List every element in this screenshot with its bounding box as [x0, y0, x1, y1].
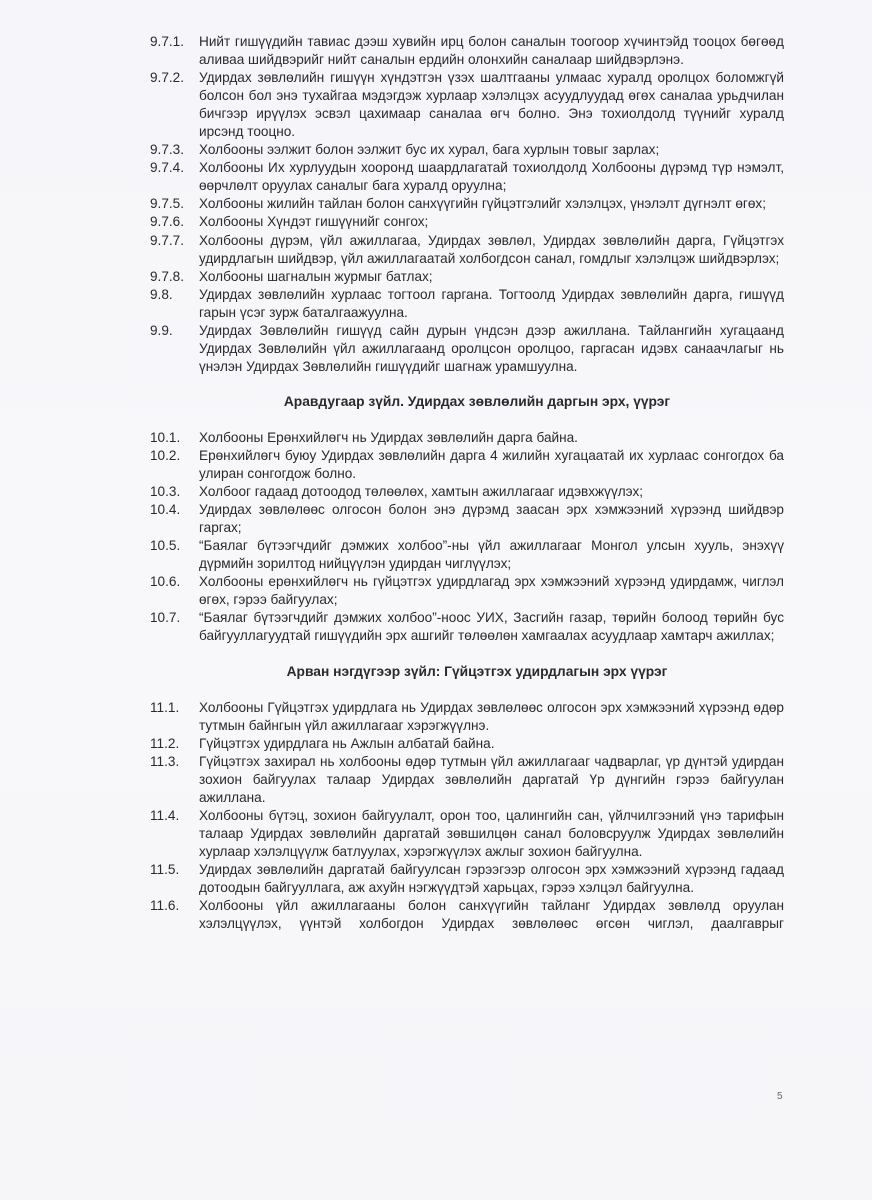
clause-item	[150, 286, 784, 322]
clause-text: Удирдах зөвлөлийн гишүүн хүндэтгэн үзэх шалтгааны улмаас хуралд оролцох боломжгүй болсон бол энэ тухайгаа мэдэгдэж хурлаар хэлэлцэх асуудлуудад өгөх саналаа урьдчилан бичгээр ирүүлэх эсвэл цахимаар саналаа өгч болно. Энэ тохиолдолд түүнийг хуралд ирсэнд тооцно.	[199, 70, 784, 140]
clause-text: Холбооны дүрэм, үйл ажиллагаа, Удирдах зөвлөл, Удирдах зөвлөлийн дарга, Гүйцэтгэх удирдлагын шийдвэр, үйл ажиллагаатай холбогдсон санал, гомдлыг хэлэлцэж шийдвэрлэх;	[199, 232, 784, 266]
section-9-items	[150, 33, 784, 376]
page-number: 5	[777, 1091, 783, 1102]
clause-item	[150, 429, 784, 447]
clause-text: Удирдах Зөвлөлийн гишүүд сайн дурын үндсэн дээр ажиллана. Тайлангийн хугацаанд Удирдах Зөвлөлийн үйл ажиллагаанд оролцсон оролцоо, гаргасан идэвх санаачлагыг нь үнэлэн Удирдах Зөвлөлийн гишүүдийг шагнаж урамшуулна.	[199, 322, 784, 374]
clause-text: Ерөнхийлөгч буюу Удирдах зөвлөлийн дарга 4 жилийн хугацаатай их хурлаас сонгогдох ба улиран сонгогдож болно.	[199, 447, 784, 482]
clause-number: 9.7.6.	[150, 214, 185, 230]
clause-text: Удирдах зөвлөлөөс олгосон болон энэ дүрэмд заасан эрх хэмжээний хүрээнд шийдвэр гаргах;	[199, 502, 784, 536]
clause-text: Холбооны Гүйцэтгэх удирдлага нь Удирдах зөвлөлөөс олгосон эрх хэмжээний хүрээнд өдөр тутмын байнгын үйл ажиллагааг хэрэгжүүлнэ.	[199, 699, 784, 733]
clause-text: Холбооны Их хурлуудын хооронд шаардлагатай тохиолдолд Холбооны дүрэмд түр нэмэлт, өөрчлөлт оруулах саналыг бага хуралд оруулна;	[199, 160, 784, 194]
clause-text: Холбооны Ерөнхийлөгч нь Удирдах зөвлөлийн дарга байна.	[199, 429, 578, 445]
clause-item	[150, 159, 784, 195]
clause-item	[150, 753, 784, 807]
clause-number: 9.8.	[150, 286, 173, 302]
clause-item	[150, 699, 784, 735]
clause-item	[150, 807, 784, 861]
clause-number: 10.7.	[150, 610, 181, 626]
clause-number: 9.7.8.	[150, 268, 185, 284]
clause-number: 10.1.	[150, 429, 181, 445]
clause-item	[150, 573, 784, 609]
clause-item	[150, 537, 784, 573]
clause-number: 11.4.	[150, 807, 180, 823]
clause-text: Холбооны жилийн тайлан болон санхүүгийн гүйцэтгэлийг хэлэлцэх, үнэлэлт дүгнэлт өгөх;	[199, 196, 766, 212]
clause-text: Гүйцэтгэх удирдлага нь Ажлын албатай байна.	[199, 735, 495, 751]
clause-item	[150, 232, 784, 268]
clause-item	[150, 268, 784, 286]
clause-item	[150, 897, 784, 933]
clause-text: Удирдах зөвлөлийн хурлаас тогтоол гаргана. Тогтоолд Удирдах зөвлөлийн дарга, гишүүд гарын үсэг зурж баталгаажуулна.	[199, 286, 784, 320]
clause-number: 11.3.	[150, 753, 180, 769]
clause-item	[150, 33, 784, 69]
clause-number: 9.7.1.	[150, 34, 185, 49]
clause-item	[150, 322, 784, 376]
clause-number: 10.5.	[150, 538, 181, 554]
clause-item	[150, 861, 784, 897]
clause-text: Нийт гишүүдийн тавиас дээш хувийн ирц болон саналын тоогоор хүчинтэйд тооцох бөгөөд аливаа шийдвэрийг нийт саналын ердийн олонхийн саналаар шийдвэрлэнэ.	[199, 34, 784, 68]
clause-text: Холбоог гадаад дотоодод төлөөлөх, хамтын ажиллагааг идэвхжүүлэх;	[199, 484, 644, 500]
clause-item	[150, 483, 784, 501]
clause-number: 11.2.	[150, 735, 180, 751]
clause-number: 9.7.4.	[150, 160, 185, 176]
clause-number: 10.2.	[150, 447, 181, 463]
clause-number: 9.7.2.	[150, 70, 185, 86]
clause-text: Гүйцэтгэх захирал нь холбооны өдөр тутмын үйл ажиллагааг чадварлаг, үр дүнтэй удирдан зохион байгуулах талаар Удирдах зөвлөлийн даргатай Үр дүнгийн гэрээ байгуулан ажиллана.	[199, 753, 784, 805]
section-10-heading: Аравдугаар зүйл. Удирдах зөвлөлийн даргын эрх, үүрэг	[283, 393, 671, 409]
clause-item	[150, 69, 784, 141]
clause-number: 10.4.	[150, 502, 181, 518]
section-11-items	[150, 699, 784, 934]
clause-text: “Баялаг бүтээгчдийг дэмжих холбоо”-ны үйл ажиллагааг Монгол улсын хууль, энэхүү дүрмийн зорилтод нийцүүлэн удирдан чиглүүлэх;	[199, 538, 784, 572]
clause-text: Холбооны бүтэц, зохион байгуулалт, орон тоо, цалингийн сан, үйлчилгээний үнэ тарифын талаар Удирдах зөвлөлийн даргатай зөвшилцөн санал боловсруулж Удирдах зөвлөлийн хурлаар хэлэлцүүлж батлуулах, хэрэгжүүлэх ажлыг зохион байгуулна.	[199, 807, 784, 859]
clause-number: 10.3.	[150, 484, 181, 500]
clause-item	[150, 195, 784, 213]
document-body	[150, 33, 784, 933]
clause-number: 10.6.	[150, 574, 181, 590]
clause-item	[150, 213, 784, 231]
clause-number: 11.6.	[150, 898, 180, 914]
clause-text: Холбооны ерөнхийлөгч нь гүйцэтгэх удирдлагад эрх хэмжээний хүрээнд удирдамж, чиглэл өгөх, гэрээ байгуулах;	[199, 574, 784, 608]
clause-number: 11.5.	[150, 861, 180, 877]
section-10-items	[150, 429, 784, 646]
section-11-heading: Арван нэгдүгээр зүйл: Гүйцэтгэх удирдлагын эрх үүрэг	[286, 663, 668, 679]
clause-text: Холбооны шагналын журмыг батлах;	[199, 268, 433, 284]
clause-number: 9.7.7.	[150, 232, 185, 248]
clause-text: Холбооны Хүндэт гишүүнийг сонгох;	[199, 214, 429, 230]
clause-number: 9.9.	[150, 322, 173, 338]
clause-text: “Баялаг бүтээгчдийг дэмжих холбоо”-ноос УИХ, Засгийн газар, төрийн болоод төрийн бус байгууллагуудтай гишүүдийн эрх ашгийг төлөөлөн хамгаалах асуудлаар хамтарч ажиллах;	[199, 610, 784, 644]
clause-item	[150, 609, 784, 645]
clause-item	[150, 447, 784, 483]
clause-text: Удирдах зөвлөлийн даргатай байгуулсан гэрээгээр олгосон эрх хэмжээний хүрээнд гадаад дотоодын байгууллага, аж ахуйн нэгжүүдтэй харьцах, гэрээ хэлцэл байгуулна.	[199, 861, 784, 896]
clause-number: 9.7.5.	[150, 196, 185, 212]
clause-text: Холбооны үйл ажиллагааны болон санхүүгийн тайланг Удирдах зөвлөлд оруулан хэлэлцүүлэх, үүнтэй холбогдон Удирдах зөвлөлөөс өгсөн чиглэл, даалгаврыг	[199, 898, 784, 932]
clause-item	[150, 501, 784, 537]
clause-item	[150, 735, 784, 753]
clause-item	[150, 141, 784, 159]
clause-number: 9.7.3.	[150, 142, 185, 158]
clause-number: 11.1.	[150, 699, 180, 715]
clause-text: Холбооны ээлжит болон ээлжит бус их хурал, бага хурлын товыг зарлах;	[199, 142, 660, 158]
